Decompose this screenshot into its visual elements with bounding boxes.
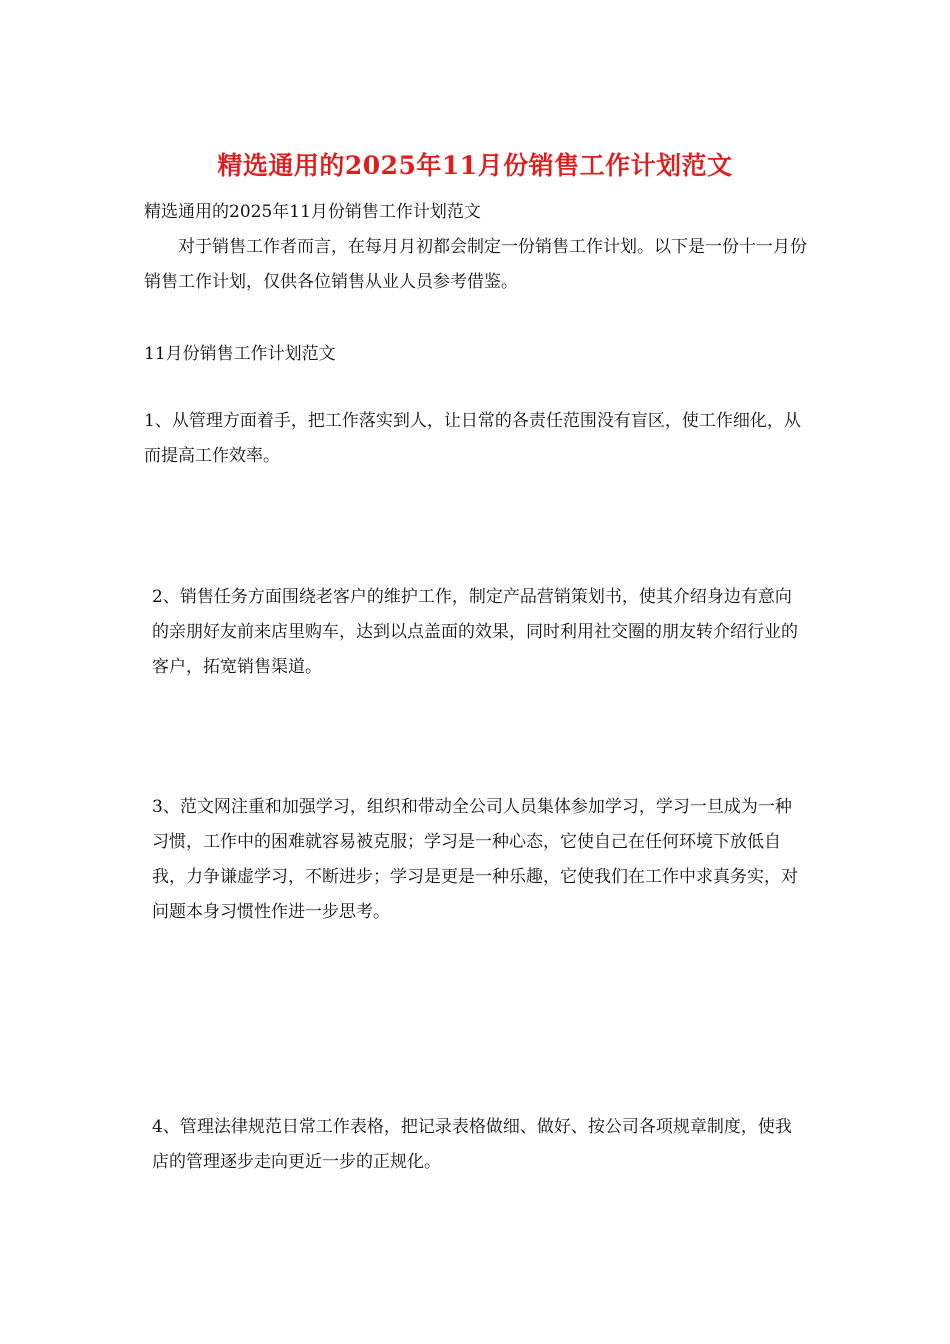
document-subtitle: 精选通用的2025年11月份销售工作计划范文 — [144, 202, 481, 222]
list-item-4: 4、管理法律规范日常工作表格，把记录表格做细、做好、按公司各项规章制度，使我店的管理逐步走向更近一步的正规化。 — [152, 1117, 792, 1172]
list-item-1: 1、从管理方面着手，把工作落实到人，让日常的各责任范围没有盲区，使工作细化，从而提高工作效率。 — [144, 411, 801, 466]
intro-paragraph: 对于销售工作者而言，在每月月初都会制定一份销售工作计划。以下是一份十一月份销售工作计划，仅供各位销售从业人员参考借鉴。 — [144, 237, 807, 292]
section-heading: 11月份销售工作计划范文 — [144, 344, 336, 364]
list-item-2: 2、销售任务方面围绕老客户的维护工作，制定产品营销策划书，使其介绍身边有意向的亲朋好友前来店里购车，达到以点盖面的效果，同时利用社交圈的朋友转介绍行业的客户，拓宽销售渠道。 — [152, 587, 798, 677]
document-title: 精选通用的2025年11月份销售工作计划范文 — [217, 151, 733, 180]
list-item-3: 3、范文网注重和加强学习，组织和带动全公司人员集体参加学习，学习一旦成为一种习惯，工作中的困难就容易被克服；学习是一种心态，它使自己在任何环境下放低自我，力争谦虚学习，不断进步；学习是更是一种乐趣，它使我们在工作中求真务实，对问题本身习惯性作进一步思考。 — [152, 797, 798, 922]
